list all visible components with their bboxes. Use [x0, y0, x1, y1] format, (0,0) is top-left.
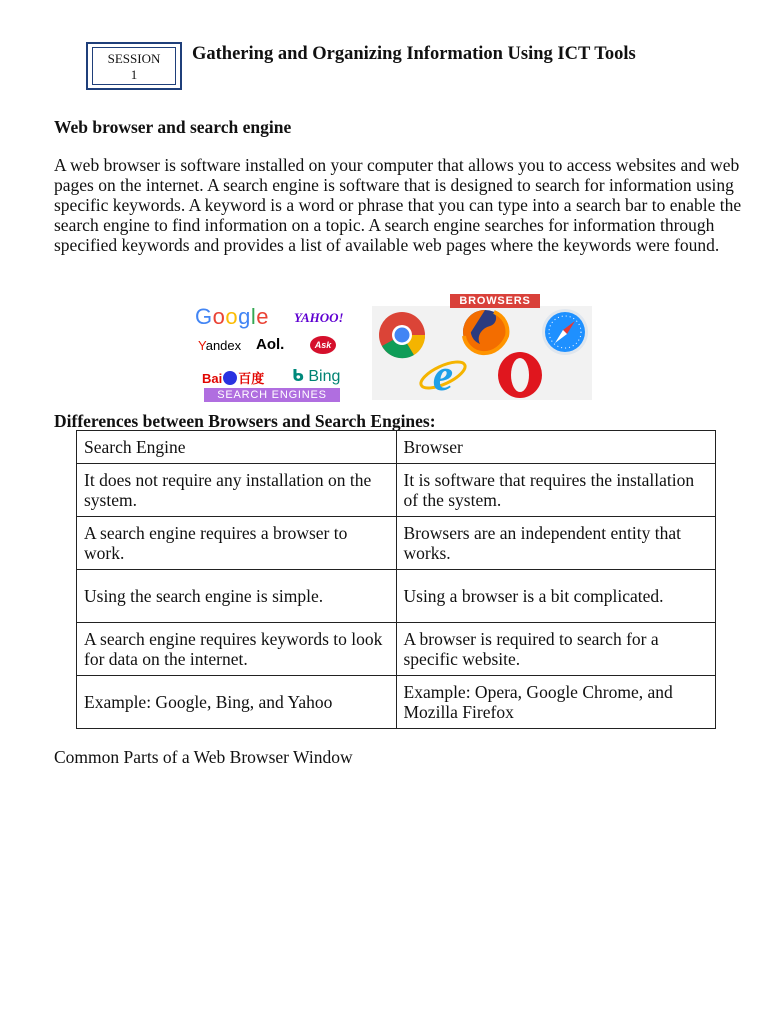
session-badge — [86, 42, 182, 90]
opera-icon — [492, 350, 548, 400]
table-cell: It is software that requires the installation of the system. — [396, 464, 716, 517]
browsers-label: BROWSERS — [450, 294, 540, 308]
table-cell: Example: Google, Bing, and Yahoo — [77, 676, 397, 729]
table-cell: A search engine requires keywords to look for data on the internet. — [77, 623, 397, 676]
table-cell: Example: Opera, Google Chrome, and Mozilla Firefox — [396, 676, 716, 729]
table-cell: A search engine requires a browser to work. — [77, 517, 397, 570]
bing-logo: ᑲ Bing — [292, 368, 341, 385]
table-cell: It does not require any installation on the system. — [77, 464, 397, 517]
session-number: 1 — [130, 67, 138, 82]
table-header-cell: Search Engine — [77, 431, 397, 464]
ask-logo: Ask — [310, 336, 336, 354]
baidu-paw-icon — [223, 371, 237, 385]
table-row — [77, 570, 716, 623]
table-row — [77, 623, 716, 676]
differences-heading: Differences between Browsers and Search Engines: — [54, 411, 436, 431]
table-cell: A browser is required to search for a specific website. — [396, 623, 716, 676]
section-heading: Web browser and search engine — [54, 117, 292, 137]
yandex-logo: Yandex — [198, 338, 242, 353]
browser-window-heading: Common Parts of a Web Browser Window — [54, 747, 353, 767]
baidu-logo: Bai 百度 — [202, 371, 265, 386]
page-title: Gathering and Organizing Information Using ICT Tools — [192, 44, 636, 64]
table-cell: Using the search engine is simple. — [77, 570, 397, 623]
internet-explorer-icon — [416, 350, 470, 400]
intro-paragraph: A web browser is software installed on your computer that allows you to access websites and web pages on the internet. A search engine is software that is designed to search for information using specific keywords. A keyword is a word or phrase that you can type into a search bar to enable the search engine to find information on a topic. A search engine searches for information through specified keywords and provides a list of available web pages where the keywords were found. — [54, 155, 742, 255]
table-header-cell: Browser — [396, 431, 716, 464]
table-cell: Browsers are an independent entity that works. — [396, 517, 716, 570]
differences-table — [76, 430, 716, 729]
table-row — [77, 464, 716, 517]
session-badge-inner — [92, 47, 176, 85]
yahoo-logo: YAHOO! — [294, 310, 344, 325]
table-header-row — [77, 431, 716, 464]
svg-text:e: e — [432, 350, 454, 400]
table-row — [77, 676, 716, 729]
table-row — [77, 517, 716, 570]
table-cell: Using a browser is a bit complicated. — [396, 570, 716, 623]
browsers-image — [372, 306, 592, 400]
session-label: SESSION — [107, 51, 161, 66]
search-engines-label: SEARCH ENGINES — [204, 388, 340, 402]
aol-logo: Aol. — [256, 336, 285, 353]
google-logo: Google — [195, 304, 270, 329]
search-engines-image — [190, 302, 350, 404]
